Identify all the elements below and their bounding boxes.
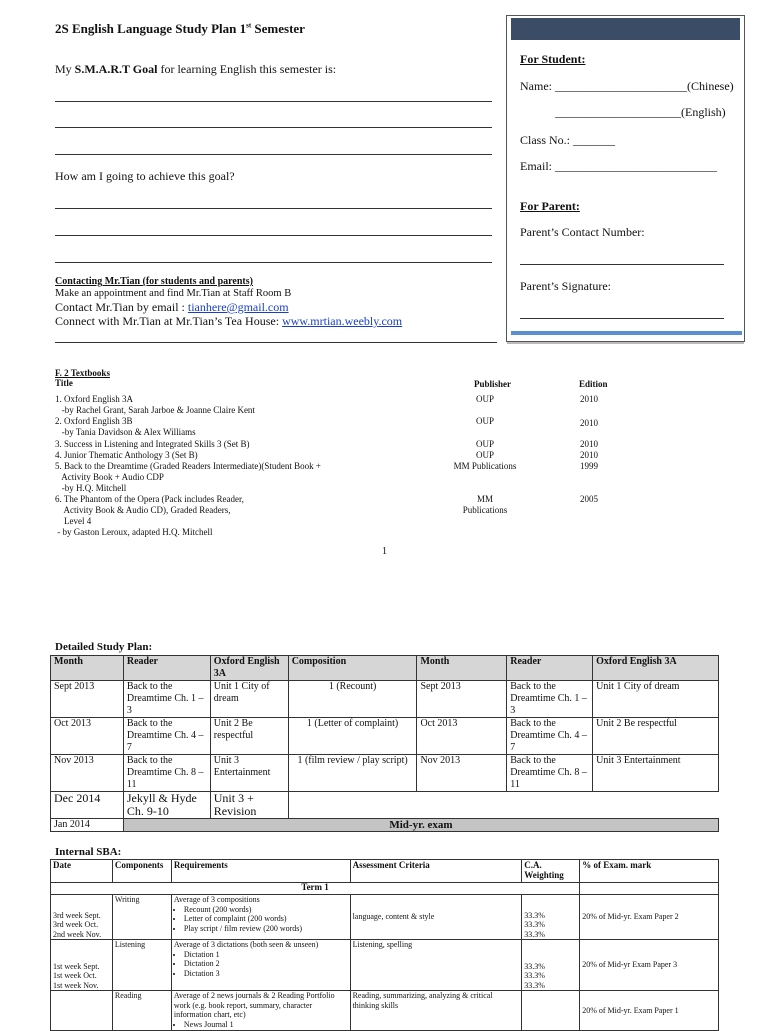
- for-student-heading: For Student:: [520, 52, 586, 66]
- textbook-edition: 2005: [580, 494, 598, 504]
- textbook-publisher: OUP: [475, 450, 494, 460]
- date-line: 2nd week Nov.: [53, 929, 102, 939]
- header-cell: Requirements: [171, 860, 350, 883]
- study-plan-cell: Oct 2013: [417, 718, 507, 755]
- goal-answer-line[interactable]: [55, 154, 492, 155]
- exam-mark-cell: 20% of Mid-yr. Exam Paper 2: [580, 895, 719, 940]
- date-line: 3rd week Sept.: [53, 910, 101, 920]
- study-plan-cell: Back to the Dreamtime Ch. 4 – 7: [507, 718, 593, 755]
- study-plan-cell: 1 (Recount): [288, 681, 417, 718]
- textbook-title-line: 1. Oxford English 3A: [55, 394, 133, 404]
- sba-header-row: [51, 860, 719, 883]
- requirement-item: • Dictation 1: [184, 950, 348, 960]
- textbook-title-line: 3. Success in Listening and Integrated Skills 3 (Set B): [55, 439, 250, 449]
- study-plan-cell: Jan 2014: [51, 819, 124, 832]
- student-name-english-field[interactable]: _____________________(English): [555, 105, 726, 119]
- requirement-item: • News Journal 1: [184, 1020, 348, 1030]
- date-line: 1st week Oct.: [53, 971, 97, 980]
- date-line: 3rd week Oct.: [53, 920, 99, 929]
- weighting-cell: [522, 991, 580, 1031]
- criteria-cell: language, content & style: [350, 895, 522, 940]
- textbook-title-line: -by Tania Davidson & Alex Williams: [55, 427, 196, 437]
- component-cell: Listening: [112, 940, 171, 991]
- empty-cell: [288, 792, 718, 819]
- study-plan-cell: Jekyll & Hyde Ch. 9-10: [123, 792, 210, 819]
- textbook-title: [55, 394, 455, 416]
- study-plan-row: [51, 755, 719, 792]
- header-cell: Reader: [123, 656, 210, 681]
- study-plan-cell: Unit 1 City of dream: [593, 681, 719, 718]
- study-plan-cell: Sept 2013: [417, 681, 507, 718]
- requirement-item: • Play script / film review (200 words): [184, 924, 348, 934]
- page-number: 1: [382, 546, 387, 557]
- study-plan-header-row: [51, 656, 719, 681]
- parent-signature-field[interactable]: [520, 318, 724, 319]
- requirements-cell: Average of 3 dictations (both seen & unseen) • Dictation 1 • Dictation 2 • Dictation 3: [171, 940, 350, 991]
- textbooks-heading: F. 2 Textbooks: [55, 368, 110, 378]
- textbooks-col-edition: Edition: [579, 379, 608, 389]
- section-divider: [55, 342, 497, 343]
- textbook-title-line: - by Gaston Leroux, adapted H.Q. Mitchell: [55, 527, 213, 537]
- header-cell: C.A. Weighting: [522, 860, 580, 883]
- textbook-title-line: 5. Back to the Dreamtime (Graded Readers Intermediate)(Student Book +: [55, 461, 321, 471]
- textbook-edition: 2010: [580, 450, 598, 460]
- student-email-field[interactable]: Email: ___________________________: [520, 159, 717, 173]
- header-cell: Date: [51, 860, 113, 883]
- study-plan-cell: Unit 2 Be respectful: [593, 718, 719, 755]
- achieve-goal-prompt: How am I going to achieve this goal?: [55, 169, 235, 183]
- info-box-shadow: [507, 342, 744, 344]
- header-cell: % of Exam. mark: [580, 860, 719, 883]
- contact-section: [55, 276, 495, 328]
- student-parent-info-box: [506, 15, 745, 342]
- date-line: 1st week Nov.: [53, 980, 99, 990]
- study-plan-cell: Nov 2013: [51, 755, 124, 792]
- goal-answer-line[interactable]: [55, 127, 492, 128]
- study-plan-cell: Back to the Dreamtime Ch. 1 – 3: [507, 681, 593, 718]
- textbooks-col-publisher: Publisher: [474, 379, 512, 389]
- email-link[interactable]: tianhere@gmail.com: [187, 300, 289, 314]
- requirement-item: • Dictation 3: [184, 969, 348, 979]
- textbook-title: [55, 461, 455, 494]
- date-cell: [51, 940, 113, 991]
- contact-site-line: Connect with Mr.Tian at Mr.Tian’s Tea House: www.mrtian.weebly.com: [55, 314, 403, 328]
- study-plan-cell: Dec 2014: [51, 792, 124, 819]
- study-plan-cell: Unit 1 City of dream: [210, 681, 288, 718]
- textbook-title-line: Activity Book + Audio CDP: [55, 472, 164, 482]
- study-plan-cell: Back to the Dreamtime Ch. 4 – 7: [123, 718, 210, 755]
- textbook-edition: 2010: [580, 418, 598, 428]
- textbook-title: [55, 494, 455, 538]
- criteria-cell: Listening, spelling: [350, 940, 522, 991]
- requirement-item: • Recount (200 words): [184, 905, 348, 915]
- study-plan-cell: 1 (film review / play script): [288, 755, 417, 792]
- study-plan-cell: Back to the Dreamtime Ch. 1 – 3: [123, 681, 210, 718]
- textbook-publisher: MM Publications: [453, 461, 517, 471]
- date-cell: [51, 991, 113, 1031]
- study-plan-cell: Sept 2013: [51, 681, 124, 718]
- header-cell: Oxford English 3A: [593, 656, 719, 681]
- study-plan-cell: Unit 2 Be respectful: [210, 718, 288, 755]
- sba-term-row: [51, 883, 719, 895]
- textbook-edition: 2010: [580, 394, 598, 404]
- info-box-header-bar: [511, 18, 740, 40]
- component-cell: Writing: [112, 895, 171, 940]
- for-parent-heading: For Parent:: [520, 199, 580, 213]
- student-name-chinese-field[interactable]: Name: ______________________(Chinese): [520, 79, 734, 93]
- sba-row-listening: [51, 940, 719, 991]
- requirement-item: • Dictation 2: [184, 959, 348, 969]
- sba-table: [50, 859, 719, 1031]
- study-plan-cell: Unit 3 Entertainment: [593, 755, 719, 792]
- study-plan-cell: Unit 3 + Revision: [210, 792, 288, 819]
- study-plan-table: [50, 655, 719, 832]
- header-cell: Reader: [507, 656, 593, 681]
- class-no-field[interactable]: Class No.: _______: [520, 133, 616, 147]
- textbook-publisher: OUP: [475, 439, 494, 449]
- study-plan-cell: 1 (Letter of complaint): [288, 718, 417, 755]
- requirement-item: • Letter of complaint (200 words): [184, 914, 348, 924]
- study-plan-cell: Back to the Dreamtime Ch. 8 – 11: [123, 755, 210, 792]
- contact-heading: Contacting Mr.Tian (for students and parents): [55, 276, 253, 287]
- smart-goal-prompt: My S.M.A.R.T Goal for learning English this semester is:: [55, 62, 337, 76]
- textbook-edition: 1999: [580, 461, 598, 471]
- sba-heading: Internal SBA:: [55, 846, 122, 858]
- textbook-title-line: 4. Junior Thematic Anthology 3 (Set B): [55, 450, 198, 460]
- website-link[interactable]: www.mrtian.weebly.com: [282, 314, 403, 328]
- textbook-publisher: OUP: [475, 394, 494, 404]
- study-plan-row: [51, 792, 719, 819]
- component-cell: Reading: [112, 991, 171, 1031]
- parent-signature-label: Parent’s Signature:: [520, 279, 611, 293]
- achieve-answer-line[interactable]: [55, 235, 492, 236]
- date-line: 1st week Sept.: [53, 961, 100, 971]
- sba-row-reading: [51, 991, 719, 1031]
- sba-row-writing: [51, 895, 719, 940]
- textbook-title-line: 6. The Phantom of the Opera (Pack includes Reader,: [55, 494, 244, 504]
- textbooks-col-title: Title: [55, 378, 73, 388]
- header-cell: Composition: [288, 656, 417, 681]
- criteria-cell: Reading, summarizing, analyzing & critical thinking skills: [350, 991, 522, 1031]
- textbook-edition: 2010: [580, 439, 598, 449]
- textbook-publisher: OUP: [475, 416, 494, 426]
- textbook-title: [55, 439, 455, 450]
- contact-email-line: Contact Mr.Tian by email : tianhere@gmail.com: [55, 300, 289, 314]
- study-plan-cell: Oct 2013: [51, 718, 124, 755]
- textbook-publisher: MM Publications: [462, 494, 508, 515]
- study-plan-row: [51, 681, 719, 718]
- textbook-title: [55, 416, 455, 438]
- header-cell: Assessment Criteria: [350, 860, 522, 883]
- requirements-cell: Average of 3 compositions • Recount (200 words) • Letter of complaint (200 words) • Play script / film review (200 words): [171, 895, 350, 940]
- weighting-cell: 33.3% 33.3% 33.3%: [522, 940, 580, 991]
- exam-mark-cell: 20% of Mid-yr. Exam Paper 1: [580, 991, 719, 1031]
- requirements-cell: Average of 2 news journals & 2 Reading Portfolio work (e.g. book report, summary, character information chart, etc) • News Journal 1: [171, 991, 350, 1031]
- contact-staff-room: Make an appointment and find Mr.Tian at Staff Room B: [55, 288, 292, 299]
- goal-answer-line[interactable]: [55, 101, 492, 102]
- info-box-footer-bar: [511, 331, 742, 335]
- parent-contact-label: Parent’s Contact Number:: [520, 225, 645, 239]
- study-plan-cell: Back to the Dreamtime Ch. 8 – 11: [507, 755, 593, 792]
- empty-cell: [580, 883, 719, 895]
- page-title: 2S English Language Study Plan 1st Semester: [55, 21, 305, 36]
- textbook-title-line: 2. Oxford English 3B: [55, 416, 133, 426]
- header-cell: Month: [51, 656, 124, 681]
- textbook-title-line: -by Rachel Grant, Sarah Jarboe & Joanne Claire Kent: [55, 405, 255, 415]
- mid-year-exam-label: Mid-yr. exam: [123, 819, 718, 832]
- study-plan-cell: Nov 2013: [417, 755, 507, 792]
- header-cell: Components: [112, 860, 171, 883]
- study-plan-exam-row: [51, 819, 719, 832]
- parent-contact-field[interactable]: [520, 264, 724, 265]
- study-plan-cell: Unit 3 Entertainment: [210, 755, 288, 792]
- achieve-answer-line[interactable]: [55, 208, 492, 209]
- study-plan-row: [51, 718, 719, 755]
- term-label: Term 1: [51, 883, 580, 895]
- textbook-title-line: -by H.Q. Mitchell: [55, 483, 127, 493]
- header-cell: Month: [417, 656, 507, 681]
- header-cell: Oxford English 3A: [210, 656, 288, 681]
- textbook-title-line: Level 4: [55, 516, 92, 526]
- exam-mark-cell: 20% of Mid-yr Exam Paper 3: [580, 940, 719, 991]
- textbook-title: [55, 450, 455, 461]
- date-cell: [51, 895, 113, 940]
- study-plan-heading: Detailed Study Plan:: [55, 641, 153, 653]
- textbook-title-line: Activity Book & Audio CD), Graded Readers,: [55, 505, 231, 515]
- achieve-answer-line[interactable]: [55, 262, 492, 263]
- weighting-cell: 33.3% 33.3% 33.3%: [522, 895, 580, 940]
